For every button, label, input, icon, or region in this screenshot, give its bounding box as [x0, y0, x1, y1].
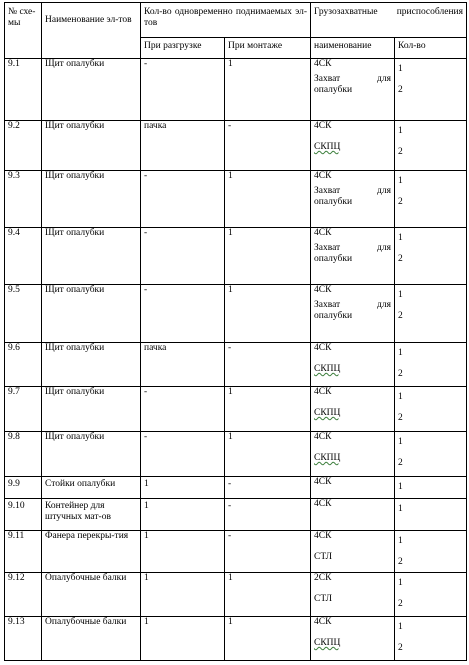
device-count: 2: [398, 557, 403, 567]
unloading-quantity: -: [141, 285, 225, 343]
unloading-quantity: 1: [141, 477, 225, 499]
element-name: Щит опалубки: [42, 432, 141, 477]
device-counts: [395, 617, 467, 661]
device-name: СКПЦ: [314, 453, 341, 463]
device-names: [311, 59, 395, 121]
device-count: 1: [398, 176, 403, 186]
device-name: 4СК: [314, 477, 332, 487]
unloading-quantity: пачка: [141, 121, 225, 171]
device-name: СКПЦ: [314, 364, 341, 374]
unloading-quantity: 1: [141, 573, 225, 617]
device-count: 2: [398, 458, 403, 468]
scheme-number: 9.10: [5, 499, 42, 531]
element-name: Щит опалубки: [42, 228, 141, 285]
device-name: Захват для опалубки: [314, 186, 391, 207]
table-row: [5, 59, 467, 121]
scheme-number: 9.11: [5, 531, 42, 573]
scheme-number: 9.6: [5, 343, 42, 387]
mounting-quantity: 1: [225, 617, 311, 661]
scheme-number: 9.8: [5, 432, 42, 477]
device-names: [311, 477, 395, 499]
device-names: [311, 228, 395, 285]
scheme-number: 9.3: [5, 171, 42, 228]
device-counts: [395, 499, 467, 531]
device-count: 1: [398, 348, 403, 358]
device-count: 1: [398, 482, 403, 492]
device-count: 1: [398, 392, 403, 402]
mounting-quantity: 1: [225, 573, 311, 617]
device-name: 4СК: [314, 432, 332, 442]
device-name: СКПЦ: [314, 408, 341, 418]
scheme-number: 9.5: [5, 285, 42, 343]
element-name: Стойки опалубки: [42, 477, 141, 499]
table-row: [5, 432, 467, 477]
device-count: 2: [398, 599, 403, 609]
mounting-quantity: 1: [225, 228, 311, 285]
device-names: [311, 171, 395, 228]
table-row: [5, 387, 467, 432]
device-name: 4СК: [314, 285, 332, 295]
unloading-quantity: -: [141, 387, 225, 432]
device-count: 2: [398, 643, 403, 653]
device-name: 4СК: [314, 343, 332, 353]
device-count: 1: [398, 126, 403, 136]
unloading-quantity: пачка: [141, 343, 225, 387]
unloading-quantity: -: [141, 171, 225, 228]
header-device-name: наименование: [311, 38, 395, 59]
element-name: Щит опалубки: [42, 121, 141, 171]
device-counts: [395, 59, 467, 121]
scheme-number: 9.2: [5, 121, 42, 171]
scheme-number: 9.12: [5, 573, 42, 617]
table-row: [5, 228, 467, 285]
device-count: 2: [398, 254, 403, 264]
unloading-quantity: 1: [141, 531, 225, 573]
lifting-devices-table: [4, 2, 467, 661]
header-device-count: Кол-во: [395, 38, 467, 59]
device-name: 4СК: [314, 171, 332, 181]
header-element-name: Наименование эл-тов: [42, 3, 141, 59]
element-name: Щит опалубки: [42, 387, 141, 432]
header-row-1: [5, 3, 467, 38]
device-names: [311, 617, 395, 661]
scheme-number: 9.9: [5, 477, 42, 499]
table-row: [5, 285, 467, 343]
scheme-number: 9.7: [5, 387, 42, 432]
device-count: 2: [398, 147, 403, 157]
device-names: [311, 121, 395, 171]
element-name: Щит опалубки: [42, 285, 141, 343]
mounting-quantity: 1: [225, 387, 311, 432]
device-name: 4СК: [314, 499, 332, 509]
header-lifting-devices: Грузозахватные приспособления: [311, 3, 467, 38]
element-name: Контейнер для штучных мат-ов: [42, 499, 141, 531]
device-count: 1: [398, 64, 403, 74]
device-count: 1: [398, 578, 403, 588]
element-name: Фанера перекры-тия: [42, 531, 141, 573]
device-count: 2: [398, 369, 403, 379]
device-name: 4СК: [314, 387, 332, 397]
mounting-quantity: 1: [225, 171, 311, 228]
device-names: [311, 285, 395, 343]
table-row: [5, 477, 467, 499]
mounting-quantity: 1: [225, 59, 311, 121]
device-counts: [395, 171, 467, 228]
unloading-quantity: -: [141, 59, 225, 121]
unloading-quantity: 1: [141, 617, 225, 661]
element-name: Щит опалубки: [42, 59, 141, 121]
table-body: [5, 3, 467, 661]
device-count: 1: [398, 504, 403, 514]
table-row: [5, 171, 467, 228]
element-name: Опалубочные балки: [42, 573, 141, 617]
element-name: Опалубочные балки: [42, 617, 141, 661]
device-name: 4СК: [314, 228, 332, 238]
device-name: СКПЦ: [314, 142, 341, 152]
header-scheme-number: № схе-мы: [5, 3, 42, 59]
device-count: 1: [398, 437, 403, 447]
device-name: СКПЦ: [314, 638, 341, 648]
unloading-quantity: 1: [141, 499, 225, 531]
table-row: [5, 121, 467, 171]
device-counts: [395, 573, 467, 617]
device-name: 4СК: [314, 531, 332, 541]
device-names: [311, 343, 395, 387]
device-name: Захват для опалубки: [314, 74, 391, 95]
device-counts: [395, 343, 467, 387]
device-count: 2: [398, 197, 403, 207]
table-row: [5, 343, 467, 387]
mounting-quantity: -: [225, 531, 311, 573]
device-count: 1: [398, 536, 403, 546]
scheme-number: 9.1: [5, 59, 42, 121]
scheme-number: 9.13: [5, 617, 42, 661]
device-names: [311, 573, 395, 617]
device-count: 2: [398, 85, 403, 95]
device-counts: [395, 477, 467, 499]
device-names: [311, 531, 395, 573]
header-lifted-quantity: Кол-во одновременно поднимаемых эл-тов: [141, 3, 311, 38]
mounting-quantity: -: [225, 343, 311, 387]
table-row: [5, 531, 467, 573]
element-name: Щит опалубки: [42, 343, 141, 387]
device-count: 1: [398, 290, 403, 300]
device-name: 2СК: [314, 573, 332, 583]
table-row: [5, 617, 467, 661]
device-counts: [395, 531, 467, 573]
device-name: СТЛ: [314, 552, 333, 562]
device-name: 4СК: [314, 121, 332, 131]
device-name: СТЛ: [314, 594, 333, 604]
mounting-quantity: -: [225, 121, 311, 171]
device-names: [311, 499, 395, 531]
device-names: [311, 432, 395, 477]
device-counts: [395, 387, 467, 432]
device-name: Захват для опалубки: [314, 243, 391, 264]
device-names: [311, 387, 395, 432]
header-at-mounting: При монтаже: [225, 38, 311, 59]
mounting-quantity: 1: [225, 432, 311, 477]
device-count: 2: [398, 311, 403, 321]
device-counts: [395, 228, 467, 285]
device-counts: [395, 121, 467, 171]
unloading-quantity: -: [141, 228, 225, 285]
device-name: 4СК: [314, 59, 332, 69]
device-counts: [395, 432, 467, 477]
device-name: 4СК: [314, 617, 332, 627]
table-row: [5, 573, 467, 617]
device-counts: [395, 285, 467, 343]
mounting-quantity: 1: [225, 285, 311, 343]
mounting-quantity: -: [225, 499, 311, 531]
device-count: 1: [398, 622, 403, 632]
device-count: 2: [398, 413, 403, 423]
header-at-unloading: При разгрузке: [141, 38, 225, 59]
device-name: Захват для опалубки: [314, 300, 391, 321]
unloading-quantity: -: [141, 432, 225, 477]
device-count: 1: [398, 233, 403, 243]
table-row: [5, 499, 467, 531]
mounting-quantity: -: [225, 477, 311, 499]
scheme-number: 9.4: [5, 228, 42, 285]
element-name: Щит опалубки: [42, 171, 141, 228]
